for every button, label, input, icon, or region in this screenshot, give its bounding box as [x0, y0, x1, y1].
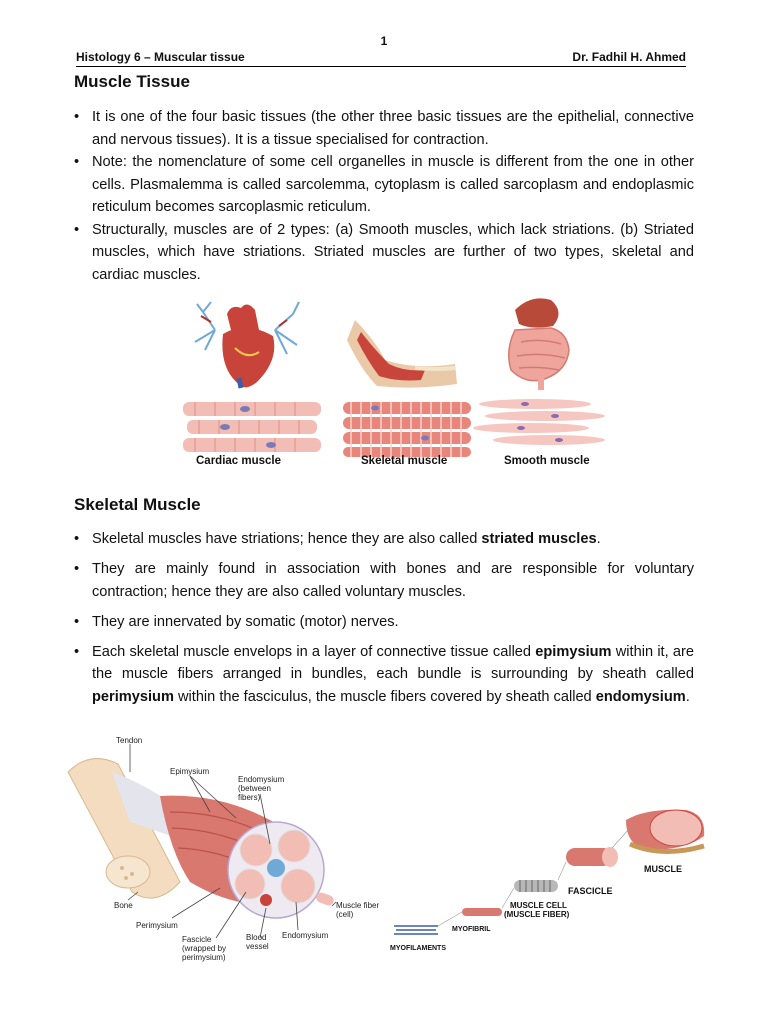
- svg-text:perimysium): perimysium): [182, 953, 226, 962]
- label-bone: Bone: [114, 901, 133, 910]
- skeletal-muscle-list: [74, 528, 694, 716]
- list-item: • Each skeletal muscle envelops in a layer of connective tissue called epimysium within it, are the muscle fibers arranged in bundles, each bundle is surrounding by sheath called perimysium within the fasciculus, the muscle fibers covered by sheath called endomysium.: [74, 641, 694, 709]
- list-item: • They are mainly found in association with bones and are responsible for voluntary contraction; hence they are also called voluntary muscles.: [74, 558, 694, 603]
- list-item: • It is one of the four basic tissues (the other three basic tissues are the epithelial, connective and nervous tissues). It is a tissue specialised for contraction.: [74, 106, 694, 151]
- label-epimysium: Epimysium: [170, 767, 210, 776]
- svg-text:(cell): (cell): [336, 910, 354, 919]
- caption-skeletal-muscle: Skeletal muscle: [361, 455, 448, 467]
- header-author: Dr. Fadhil H. Ahmed: [572, 50, 686, 64]
- svg-text:vessel: vessel: [246, 942, 269, 951]
- muscle-hierarchy-figure: [386, 800, 716, 960]
- skeletal-tissue: [343, 402, 471, 457]
- list-item: • They are innervated by somatic (motor) nerves.: [74, 611, 694, 634]
- digestive-organs-illustration: [509, 298, 569, 390]
- hierarchy-myofibril: [462, 908, 502, 916]
- label-muscle: MUSCLE: [644, 864, 682, 874]
- label-myofibril: MYOFIBRIL: [452, 926, 491, 933]
- header-course: Histology 6 – Muscular tissue: [76, 50, 245, 64]
- muscle-tissue-list: [74, 106, 694, 286]
- section-title-skeletal-muscle: Skeletal Muscle: [74, 495, 201, 514]
- heart-illustration: [195, 302, 299, 388]
- label-muscle-fiber: Muscle fiber: [336, 901, 380, 910]
- cross-section: [228, 822, 324, 918]
- arm-illustration: [347, 320, 457, 388]
- label-myofilaments: MYOFILAMENTS: [390, 945, 446, 952]
- skeletal-muscle-anatomy-figure: [60, 732, 390, 972]
- label-tendon: Tendon: [116, 736, 143, 745]
- label-perimysium: Perimysium: [136, 921, 178, 930]
- list-item: • Note: the nomenclature of some cell organelles in muscle is different from the one in other cells. Plasmalemma is called sarcolemma, cytoplasm is called sarcoplasm and endoplasmic reticulum becomes sarcoplasmic reticulum.: [74, 151, 694, 219]
- label-muscle-cell: MUSCLE CELL: [510, 901, 567, 910]
- label-fascicle: Fascicle: [182, 935, 212, 944]
- hierarchy-muscle: [626, 810, 704, 852]
- smooth-tissue: [473, 399, 605, 445]
- caption-cardiac-muscle: Cardiac muscle: [196, 455, 282, 467]
- hierarchy-myofilaments: [394, 926, 438, 934]
- label-blood-vessel: Blood: [246, 933, 267, 942]
- muscle-types-figure: [175, 290, 615, 480]
- hierarchy-muscle-cell: [514, 880, 558, 892]
- svg-text:fibers): fibers): [238, 793, 261, 802]
- label-endomysium: Endomysium: [282, 931, 329, 940]
- page-number: 1: [380, 34, 388, 48]
- section-title-muscle-tissue: Muscle Tissue: [74, 72, 190, 91]
- svg-text:(wrapped by: (wrapped by: [182, 944, 227, 953]
- label-fascicle-hier: FASCICLE: [568, 886, 613, 896]
- list-item: • Skeletal muscles have striations; hence they are also called striated muscles.: [74, 528, 694, 551]
- page-header: [76, 50, 686, 67]
- list-item: • Structurally, muscles are of 2 types: (a) Smooth muscles, which lack striations. (b) Striated muscles, which have striations. Striated muscles are further of two types, skeletal and cardiac muscles.: [74, 219, 694, 287]
- hierarchy-fascicle: [566, 847, 618, 867]
- svg-text:(MUSCLE FIBER): (MUSCLE FIBER): [504, 910, 570, 919]
- caption-smooth-muscle: Smooth muscle: [504, 455, 590, 467]
- label-endomysium-between: Endomysium: [238, 775, 285, 784]
- svg-text:(between: (between: [238, 784, 271, 793]
- cardiac-tissue: [183, 402, 321, 452]
